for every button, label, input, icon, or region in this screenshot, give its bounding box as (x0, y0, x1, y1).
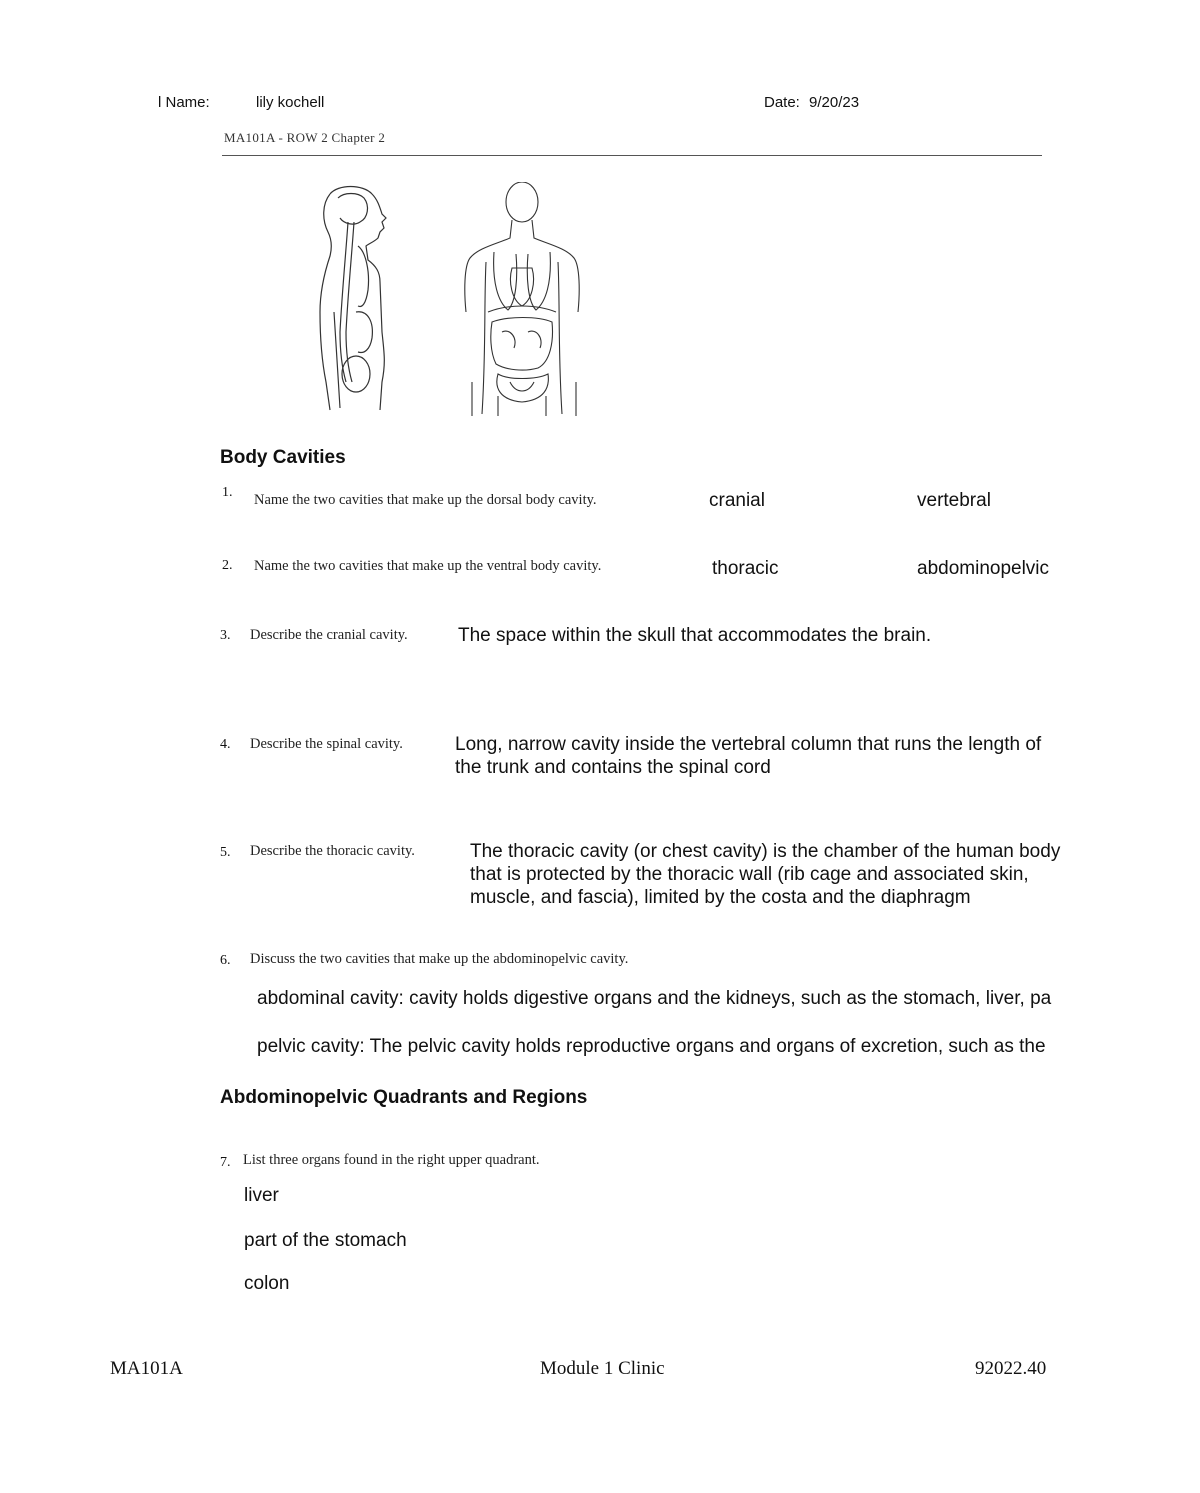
answer-text: cranial (709, 490, 765, 511)
question-number: 3. (220, 628, 231, 643)
section-title-body-cavities: Body Cavities (220, 447, 346, 468)
answer-text: Long, narrow cavity inside the vertebral column that runs the length of the trunk and contains the spinal cord (455, 734, 1042, 778)
footer-module-title: Module 1 Clinic (540, 1358, 665, 1379)
question-text: Describe the cranial cavity. (250, 627, 408, 643)
footer-course-code: MA101A (110, 1358, 183, 1379)
date-value: 9/20/23 (809, 94, 860, 111)
section-title-quadrants: Abdominopelvic Quadrants and Regions (220, 1087, 588, 1108)
question-text: Name the two cavities that make up the dorsal body cavity. (254, 492, 597, 508)
name-value: lily kochell (256, 94, 325, 111)
answer-text: thoracic (712, 558, 779, 579)
answer-text: pelvic cavity: The pelvic cavity holds reproductive organs and organs of excretion, such as the (257, 1036, 1046, 1057)
document-subtitle: MA101A - ROW 2 Chapter 2 (224, 130, 386, 145)
answer-text: The space within the skull that accommodates the brain. (458, 625, 932, 646)
question-text: Describe the spinal cavity. (250, 736, 403, 752)
answer-text: colon (244, 1273, 290, 1294)
name-label: l Name: (158, 94, 210, 111)
question-text: List three organs found in the right upper quadrant. (243, 1152, 540, 1168)
answer-text: abdominopelvic (917, 558, 1050, 579)
answer-text: part of the stomach (244, 1230, 407, 1251)
footer-document-number: 92022.40 (975, 1358, 1047, 1379)
question-text: Discuss the two cavities that make up the abdominopelvic cavity. (250, 951, 629, 967)
question-number: 1. (222, 485, 233, 500)
question-number: 2. (222, 558, 233, 573)
answer-text: liver (244, 1185, 279, 1206)
question-text: Name the two cavities that make up the ventral body cavity. (254, 558, 602, 574)
answer-text: vertebral (917, 490, 991, 511)
question-number: 5. (220, 845, 231, 860)
torso-front-view-illustration (458, 182, 588, 418)
question-number: 4. (220, 737, 231, 752)
question-text: Describe the thoracic cavity. (250, 843, 415, 859)
answer-text: abdominal cavity: cavity holds digestive organs and the kidneys, such as the stomach, liver, pa (257, 988, 1052, 1009)
body-side-view-illustration (308, 182, 398, 414)
answer-text: The thoracic cavity (or chest cavity) is the chamber of the human body that is protected by the thoracic wall (rib cage and associated skin, muscle, and fascia), limited by the costa and the diaphragm (470, 841, 1061, 908)
question-number: 7. (220, 1155, 231, 1170)
header-divider (222, 155, 1042, 156)
question-number: 6. (220, 953, 231, 968)
date-label: Date: (764, 94, 800, 111)
